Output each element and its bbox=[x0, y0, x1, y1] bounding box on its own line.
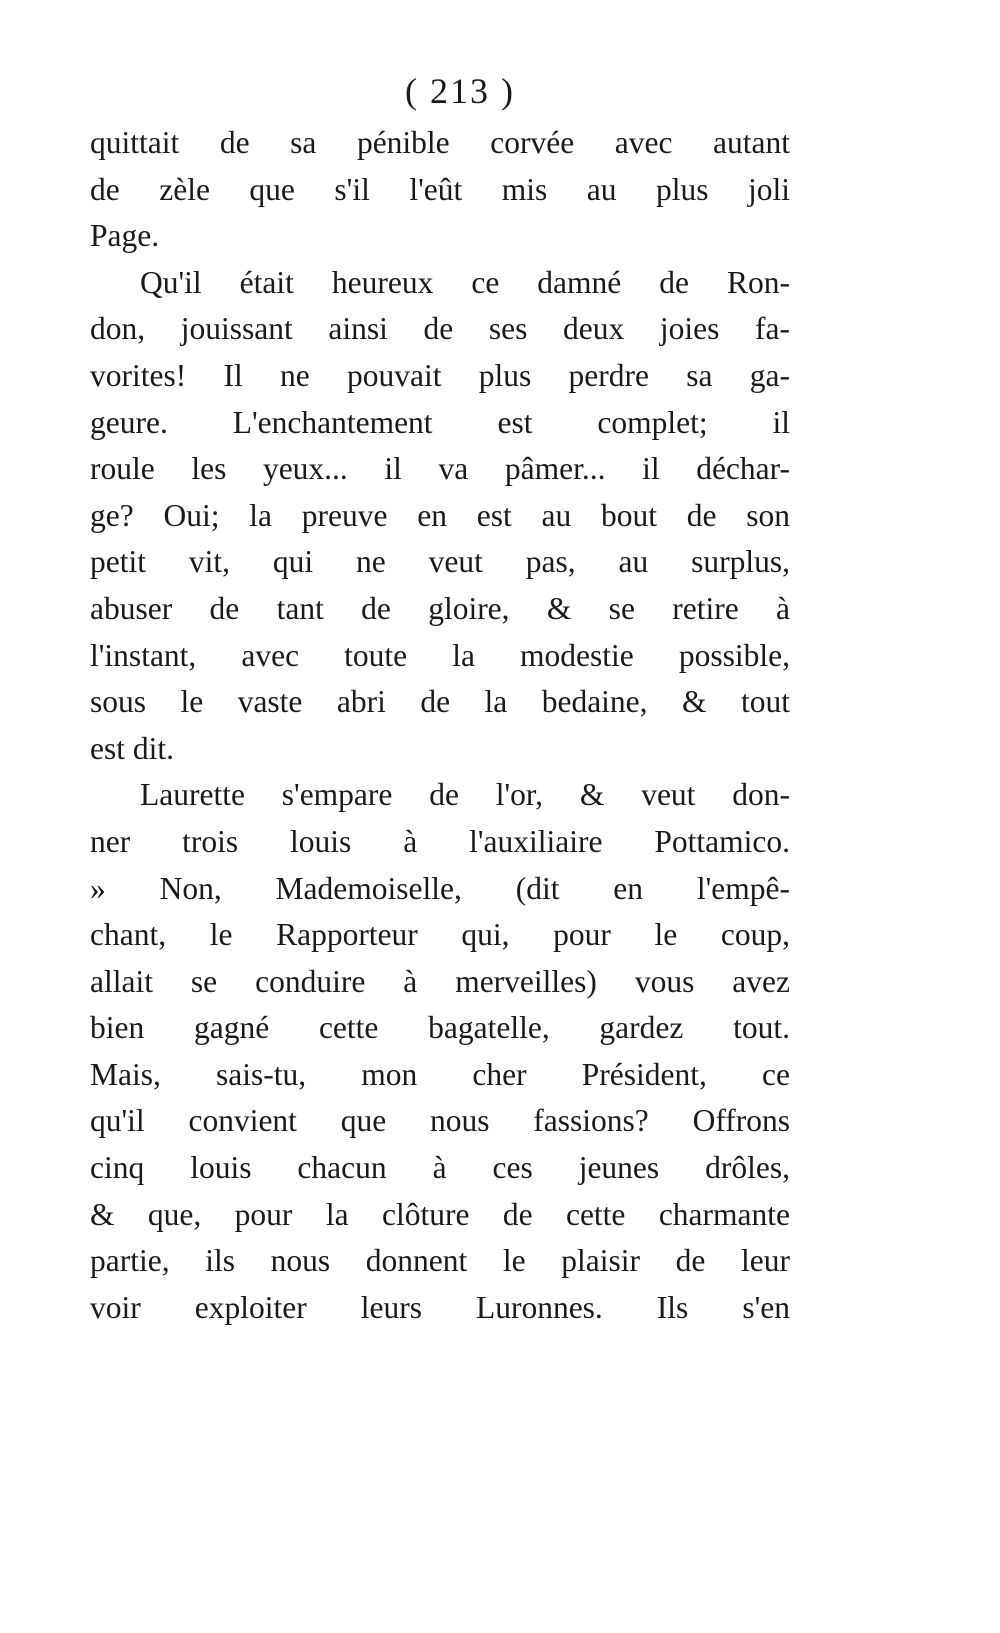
text-line: Qu'il était heureux ce damné de Ron- bbox=[140, 264, 790, 300]
text-line: » Non, Mademoiselle, (dit en l'empê- bbox=[90, 870, 790, 906]
text-line: Laurette s'empare de l'or, & veut don- bbox=[140, 777, 790, 813]
text-line: ner trois louis à l'auxiliaire Pottamico. bbox=[90, 823, 790, 859]
text-line: Page. bbox=[90, 218, 160, 254]
text-line: est dit. bbox=[90, 730, 174, 766]
text-line: ge? Oui; la preuve en est au bout de son bbox=[90, 497, 790, 533]
text-line: abuser de tant de gloire, & se retire à bbox=[90, 590, 790, 626]
text-line: cinq louis chacun à ces jeunes drôles, bbox=[90, 1150, 790, 1186]
text-line: partie, ils nous donnent le plaisir de leur bbox=[90, 1243, 790, 1279]
text-line: l'instant, avec toute la modestie possible, bbox=[90, 637, 790, 673]
body-text bbox=[90, 120, 790, 1331]
text-line: & que, pour la clôture de cette charmante bbox=[90, 1196, 790, 1232]
text-line: bien gagné cette bagatelle, gardez tout. bbox=[90, 1010, 790, 1046]
text-line: don, jouissant ainsi de ses deux joies fa- bbox=[90, 311, 790, 347]
text-line: roule les yeux... il va pâmer... il déchar- bbox=[90, 451, 790, 487]
text-line: Mais, sais-tu, mon cher Président, ce bbox=[90, 1056, 790, 1092]
text-line: quittait de sa pénible corvée avec autant bbox=[90, 125, 790, 160]
text-line: qu'il convient que nous fassions? Offrons bbox=[90, 1103, 790, 1139]
page-number: ( 213 ) bbox=[405, 71, 515, 111]
text-line: de zèle que s'il l'eût mis au plus joli bbox=[90, 171, 790, 207]
text-line: sous le vaste abri de la bedaine, & tout bbox=[90, 684, 790, 720]
text-line: geure. L'enchantement est complet; il bbox=[90, 404, 790, 440]
text-line: chant, le Rapporteur qui, pour le coup, bbox=[90, 917, 790, 953]
text-line: voir exploiter leurs Luronnes. Ils s'en bbox=[90, 1289, 790, 1325]
text-line: allait se conduire à merveilles) vous avez bbox=[90, 963, 790, 999]
text-line: vorites! Il ne pouvait plus perdre sa ga- bbox=[90, 357, 790, 393]
text-line: petit vit, qui ne veut pas, au surplus, bbox=[90, 544, 790, 580]
